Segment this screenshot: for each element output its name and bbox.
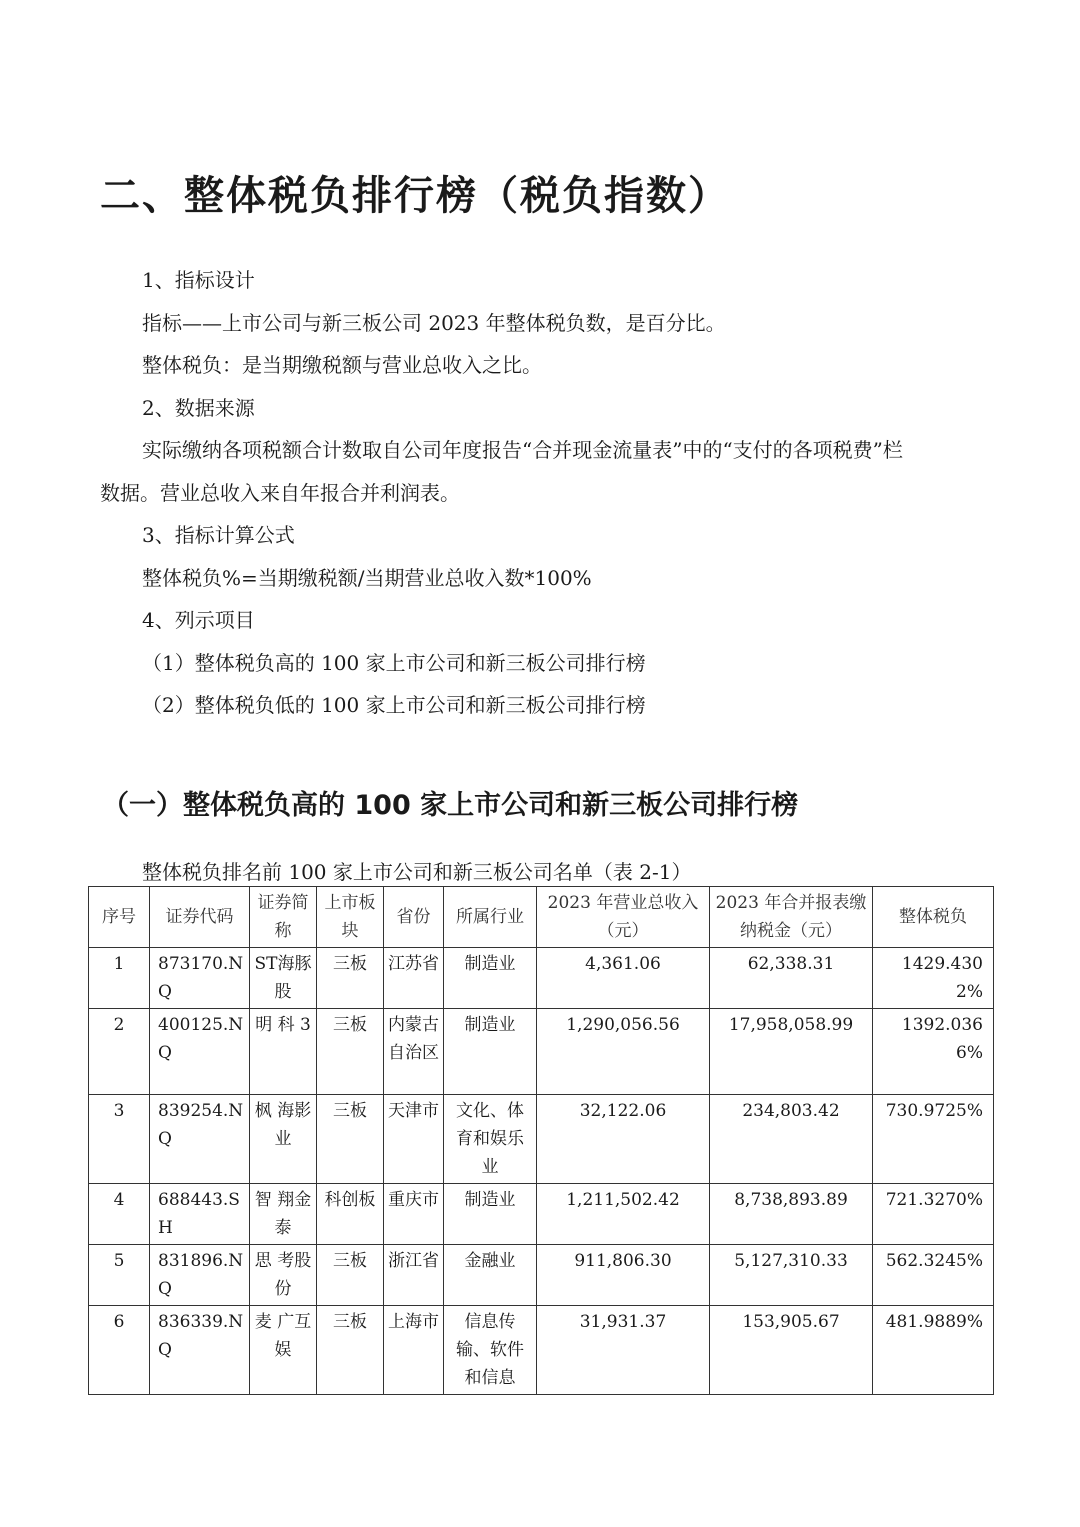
heading-formula: 3、指标计算公式 [142, 523, 295, 547]
cell-board: 三板 [317, 1009, 384, 1095]
cell-province: 重庆市 [384, 1184, 444, 1245]
cell-tax-burden: 562.3245% [873, 1245, 994, 1306]
cell-revenue: 4,361.06 [537, 948, 710, 1009]
paragraph-indicator-definition: 指标——上市公司与新三板公司 2023 年整体税负数，是百分比。 [142, 311, 726, 335]
cell-revenue: 32,122.06 [537, 1095, 710, 1184]
col-header-industry: 所属行业 [444, 887, 537, 948]
cell-revenue: 31,931.37 [537, 1306, 710, 1395]
cell-tax-burden: 481.9889% [873, 1306, 994, 1395]
col-header-code: 证券代码 [150, 887, 250, 948]
col-header-board: 上市板块 [317, 887, 384, 948]
cell-short-name: ST海豚股 [250, 948, 317, 1009]
paragraph-data-source: 实际缴纳各项税额合计数取自公司年度报告“合并现金流量表”中的“支付的各项税费”栏 [142, 438, 903, 462]
table-row [89, 1306, 994, 1395]
cell-tax-burden: 1392.0366% [873, 1009, 994, 1095]
paragraph-formula: 整体税负%=当期缴税额/当期营业总收入数*100% [142, 566, 592, 590]
cell-code: 688443.SH [150, 1184, 250, 1245]
cell-board: 三板 [317, 1095, 384, 1184]
heading-data-source: 2、数据来源 [142, 396, 255, 420]
cell-rank: 1 [89, 948, 150, 1009]
cell-short-name: 思 考股份 [250, 1245, 317, 1306]
cell-tax-paid: 62,338.31 [710, 948, 873, 1009]
cell-province: 江苏省 [384, 948, 444, 1009]
cell-revenue: 1,290,056.56 [537, 1009, 710, 1095]
cell-province: 内蒙古自治区 [384, 1009, 444, 1095]
cell-code: 831896.NQ [150, 1245, 250, 1306]
col-header-rank: 序号 [89, 887, 150, 948]
cell-code: 873170.NQ [150, 948, 250, 1009]
table-row [89, 1009, 994, 1095]
heading-items: 4、列示项目 [142, 608, 255, 632]
section-title: （一）整体税负高的 100 家上市公司和新三板公司排行榜 [102, 790, 799, 821]
cell-rank: 2 [89, 1009, 150, 1095]
table-row [89, 1095, 994, 1184]
cell-short-name: 智 翔金泰 [250, 1184, 317, 1245]
paragraph-overall-tax-burden: 整体税负：是当期缴税额与营业总收入之比。 [142, 353, 542, 377]
col-header-province: 省份 [384, 887, 444, 948]
cell-tax-paid: 153,905.67 [710, 1306, 873, 1395]
ranking-table [88, 886, 994, 1395]
cell-revenue: 911,806.30 [537, 1245, 710, 1306]
cell-industry: 信息传输、软件和信息 [444, 1306, 537, 1395]
cell-code: 836339.NQ [150, 1306, 250, 1395]
cell-province: 上海市 [384, 1306, 444, 1395]
cell-board: 三板 [317, 1306, 384, 1395]
cell-code: 400125.NQ [150, 1009, 250, 1095]
list-item-low: （2）整体税负低的 100 家上市公司和新三板公司排行榜 [142, 693, 646, 717]
col-header-tax-paid: 2023 年合并报表缴纳税金（元） [710, 887, 873, 948]
cell-tax-burden: 730.9725% [873, 1095, 994, 1184]
cell-rank: 4 [89, 1184, 150, 1245]
col-header-tax-burden: 整体税负 [873, 887, 994, 948]
cell-industry: 金融业 [444, 1245, 537, 1306]
cell-tax-paid: 234,803.42 [710, 1095, 873, 1184]
cell-board: 三板 [317, 1245, 384, 1306]
cell-province: 天津市 [384, 1095, 444, 1184]
table-caption: 整体税负排名前 100 家上市公司和新三板公司名单（表 2-1） [142, 860, 692, 884]
table-row [89, 948, 994, 1009]
cell-tax-burden: 721.3270% [873, 1184, 994, 1245]
col-header-revenue: 2023 年营业总收入（元） [537, 887, 710, 948]
heading-indicator-design: 1、指标设计 [142, 268, 255, 292]
col-header-short-name: 证券简称 [250, 887, 317, 948]
cell-tax-paid: 17,958,058.99 [710, 1009, 873, 1095]
cell-board: 科创板 [317, 1184, 384, 1245]
page-title: 二、整体税负排行榜（税负指数） [100, 173, 730, 219]
cell-short-name: 麦 广互娱 [250, 1306, 317, 1395]
cell-tax-paid: 8,738,893.89 [710, 1184, 873, 1245]
cell-rank: 5 [89, 1245, 150, 1306]
cell-short-name: 明 科 3 [250, 1009, 317, 1095]
cell-industry: 制造业 [444, 1009, 537, 1095]
cell-industry: 制造业 [444, 1184, 537, 1245]
cell-industry: 制造业 [444, 948, 537, 1009]
table-row [89, 1184, 994, 1245]
list-item-high: （1）整体税负高的 100 家上市公司和新三板公司排行榜 [142, 651, 646, 675]
cell-tax-burden: 1429.4302% [873, 948, 994, 1009]
paragraph-data-source-cont: 数据。营业总收入来自年报合并利润表。 [100, 481, 460, 505]
cell-short-name: 枫 海影业 [250, 1095, 317, 1184]
cell-province: 浙江省 [384, 1245, 444, 1306]
table-header-row [89, 887, 994, 948]
cell-board: 三板 [317, 948, 384, 1009]
cell-industry: 文化、体育和娱乐业 [444, 1095, 537, 1184]
table-row [89, 1245, 994, 1306]
cell-rank: 3 [89, 1095, 150, 1184]
cell-rank: 6 [89, 1306, 150, 1395]
cell-tax-paid: 5,127,310.33 [710, 1245, 873, 1306]
cell-code: 839254.NQ [150, 1095, 250, 1184]
cell-revenue: 1,211,502.42 [537, 1184, 710, 1245]
